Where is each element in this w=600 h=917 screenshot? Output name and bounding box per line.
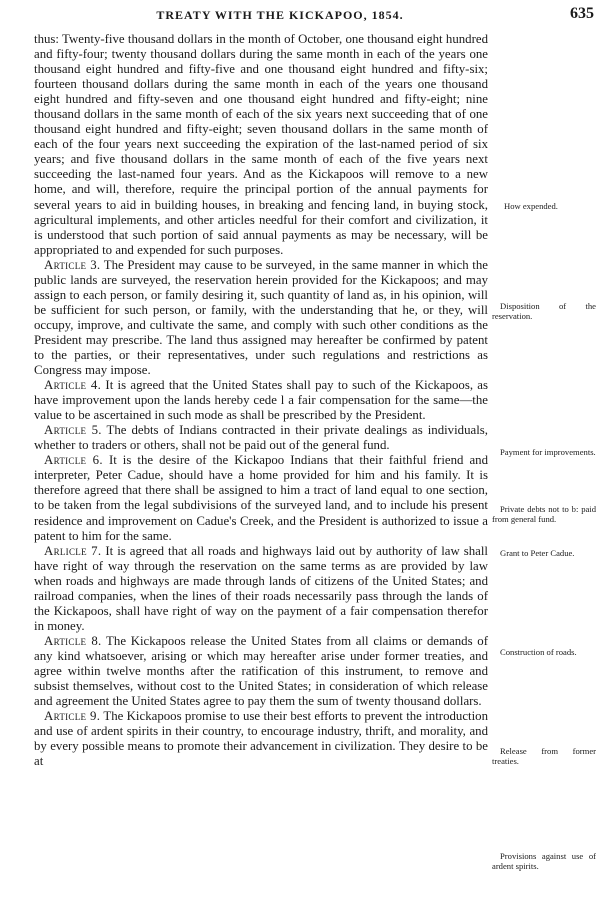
continuation-paragraph: thus: Twenty-five thousand dollars in the month of October, one thousand eight hundred and fifty-four; twenty thousand dollars during the same month in each of the years one thousand eight hundred and fifty-five and one thousand eight hundred and fifty-six; fourteen thousand dollars during the same month in each of the years one thousand eight hundred and fifty-seven and one thousand eight hundred and fifty-eight; nine thousand dollars in the same month of each of the six years next succeeding that of one thousand eight hundred and fifty-eight; seven thousand dollars in the same month of each of the four years next succeeding the expiration of the last-named period of six years; and five thousand dollars in the same month of each of the five years next succeeding the last-named four years. And as the Kickapoos will remove to a new home, and will, therefore, require the principal portion of the annual payments for several years to aid in building houses, in breaking and fencing land, in buying stock, agricultural implements, and other articles needful for their comfort and civilization, it is understood that such portion of said annual payments as may be necessary, will be appropriated to and expended for such purposes. [34,32,488,257]
article-8 [34,634,488,709]
margin-note-release-from-former-treaties: Release from former treaties. [492,746,596,766]
page-number: 635 [570,5,594,22]
article-text: The President may cause to be surveyed, in the same manner in which the public lands are surveyed, the reservation herein provided for the Kickapoos; and may assign to each person, or family desiring it, such quantity of land as, in his opinion, will be sufficient for such person, or family, with the understanding that he, or they, will occupy, improve, and cultivate the same, and comply with such other conditions as the President may prescribe. The land thus assigned may hereafter be confirmed by patent to the parties, or their representatives, under such regulations and restrictions as Congress may impose. [34,257,488,378]
article-label: Article 6. [44,453,103,468]
treaty-text [34,32,488,769]
article-label: Article 5. [44,423,102,438]
running-title: TREATY WITH THE KICKAPOO, 1854. [156,8,404,22]
margin-note-private-debts: Private debts not to b: paid from general fund. [492,504,596,524]
article-text: The debts of Indians contracted in their private dealings as individuals, whether to traders or others, shall not be paid out of the general fund. [34,423,488,453]
article-3 [34,258,488,378]
article-9 [34,709,488,769]
article-label: Article 3. [44,257,101,272]
article-6 [34,453,488,543]
article-label: Article 9. [44,709,101,724]
article-7 [34,544,488,634]
article-label: Article 4. [44,378,102,393]
margin-note-disposition-of-reservation: Disposition of the reservation. [492,301,596,321]
margin-note-ardent-spirits: Provisions against use of ardent spirits. [492,851,596,871]
article-label: Article 8. [44,633,102,648]
margin-note-construction-of-roads: Construction of roads. [500,647,577,657]
margin-note-how-expended: How expended. [504,201,558,211]
article-5 [34,423,488,453]
article-text: It is agreed that all roads and highways laid out by authority of law shall have right of way through the reservation on the same terms as are provided by law when roads and highways are made through lands of citizens of the United States; and railroad companies, when the lines of their roads necessarily pass through the lands of the Kickapoos, shall have right of way on the payment of a fair compensation therefor in money. [34,543,488,633]
article-text: It is the desire of the Kickapoo Indians that their faithful friend and interpreter, Peter Cadue, should have a home provided for him and his family. It is therefore agreed that there shall be assigned to him a tract of land equal to one section, to be taken from the legal subdivisions of the surveyed land, and to include his present residence and improvement on Cadue's Creek, and the President is authorized to issue a patent to him for the same. [34,453,488,543]
margin-note-payment-for-improvements: Payment for improvements. [500,447,596,457]
article-text: It is agreed that the United States shall pay to such of the Kickapoos, as have improvement upon the lands hereby cede l a fair compensation for the same—the value to be ascertained in such mode as shall be prescribed by the President. [34,378,488,423]
article-4 [34,378,488,423]
article-label: Arlicle 7. [44,543,102,558]
article-text: The Kickapoos release the United States from all claims or demands of any kind whatsoever, arising or which may hereafter arise under former treaties, and agree within twelve months after the ratification of this instrument, to remove and subsist themselves, without cost to the United States; in consideration of which release and agreement the United States agree to pay them the sum of twenty thousand dollars. [34,633,489,709]
page-header [0,5,600,25]
article-text: The Kickapoos promise to use their best efforts to prevent the introduction and use of ardent spirits in their country, to encourage industry, thrift, and morality, and by every possible means to promote their advancement in civilization. They desire to be at [34,709,489,769]
margin-note-grant-to-peter-cadue: Grant to Peter Cadue. [500,548,575,558]
